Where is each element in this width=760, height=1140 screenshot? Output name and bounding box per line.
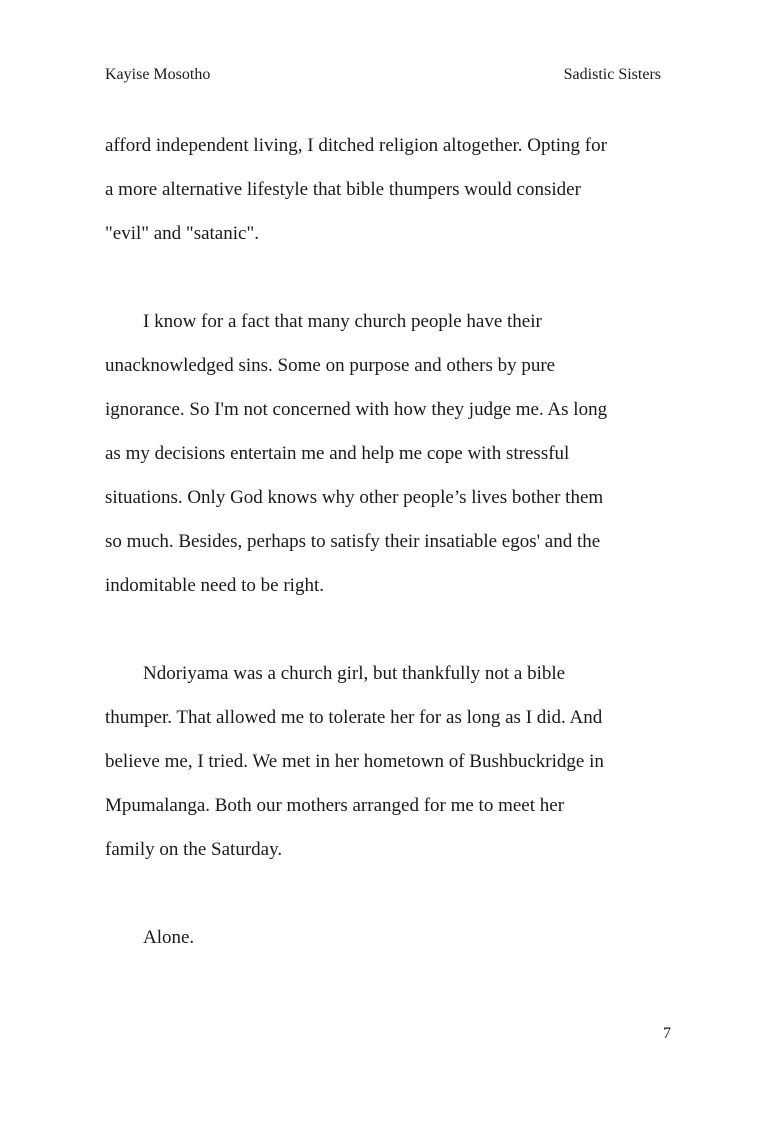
paragraph-spacer [105,256,677,300]
text-line: as my decisions entertain me and help me cope with stressful [105,443,570,464]
paragraph [105,652,677,872]
text-line: Mpumalanga. Both our mothers arranged for me to meet her [105,795,565,816]
paragraph-spacer [105,608,677,652]
text-line: afford independent living, I ditched religion altogether. Opting for [105,135,607,156]
paragraph [105,916,677,960]
text-line: situations. Only God knows why other people’s lives bother them [105,487,604,508]
paragraph [105,300,677,608]
text-line: indomitable need to be right. [105,575,324,596]
text-line: family on the Saturday. [105,839,283,860]
text-line: a more alternative lifestyle that bible thumpers would consider [105,179,581,200]
text-line: thumper. That allowed me to tolerate her for as long as I did. And [105,707,603,728]
text-line: so much. Besides, perhaps to satisfy their insatiable egos' and the [105,531,601,552]
author-name: Kayise Mosotho [105,66,211,83]
page-number: 7 [663,1025,671,1042]
running-header [105,64,661,86]
book-title: Sadistic Sisters [563,66,661,83]
text-line: believe me, I tried. We met in her hometown of Bushbuckridge in [105,751,604,772]
paragraph [105,124,677,256]
text-line: I know for a fact that many church people have their [143,311,542,332]
text-line: Alone. [143,927,195,948]
paragraph-spacer [105,872,677,916]
text-line: ignorance. So I'm not concerned with how they judge me. As long [105,399,608,420]
text-line: Ndoriyama was a church girl, but thankfully not a bible [143,663,566,684]
text-line: unacknowledged sins. Some on purpose and others by pure [105,355,556,376]
text-line: "evil" and "satanic". [105,223,259,244]
page-body [105,124,677,960]
